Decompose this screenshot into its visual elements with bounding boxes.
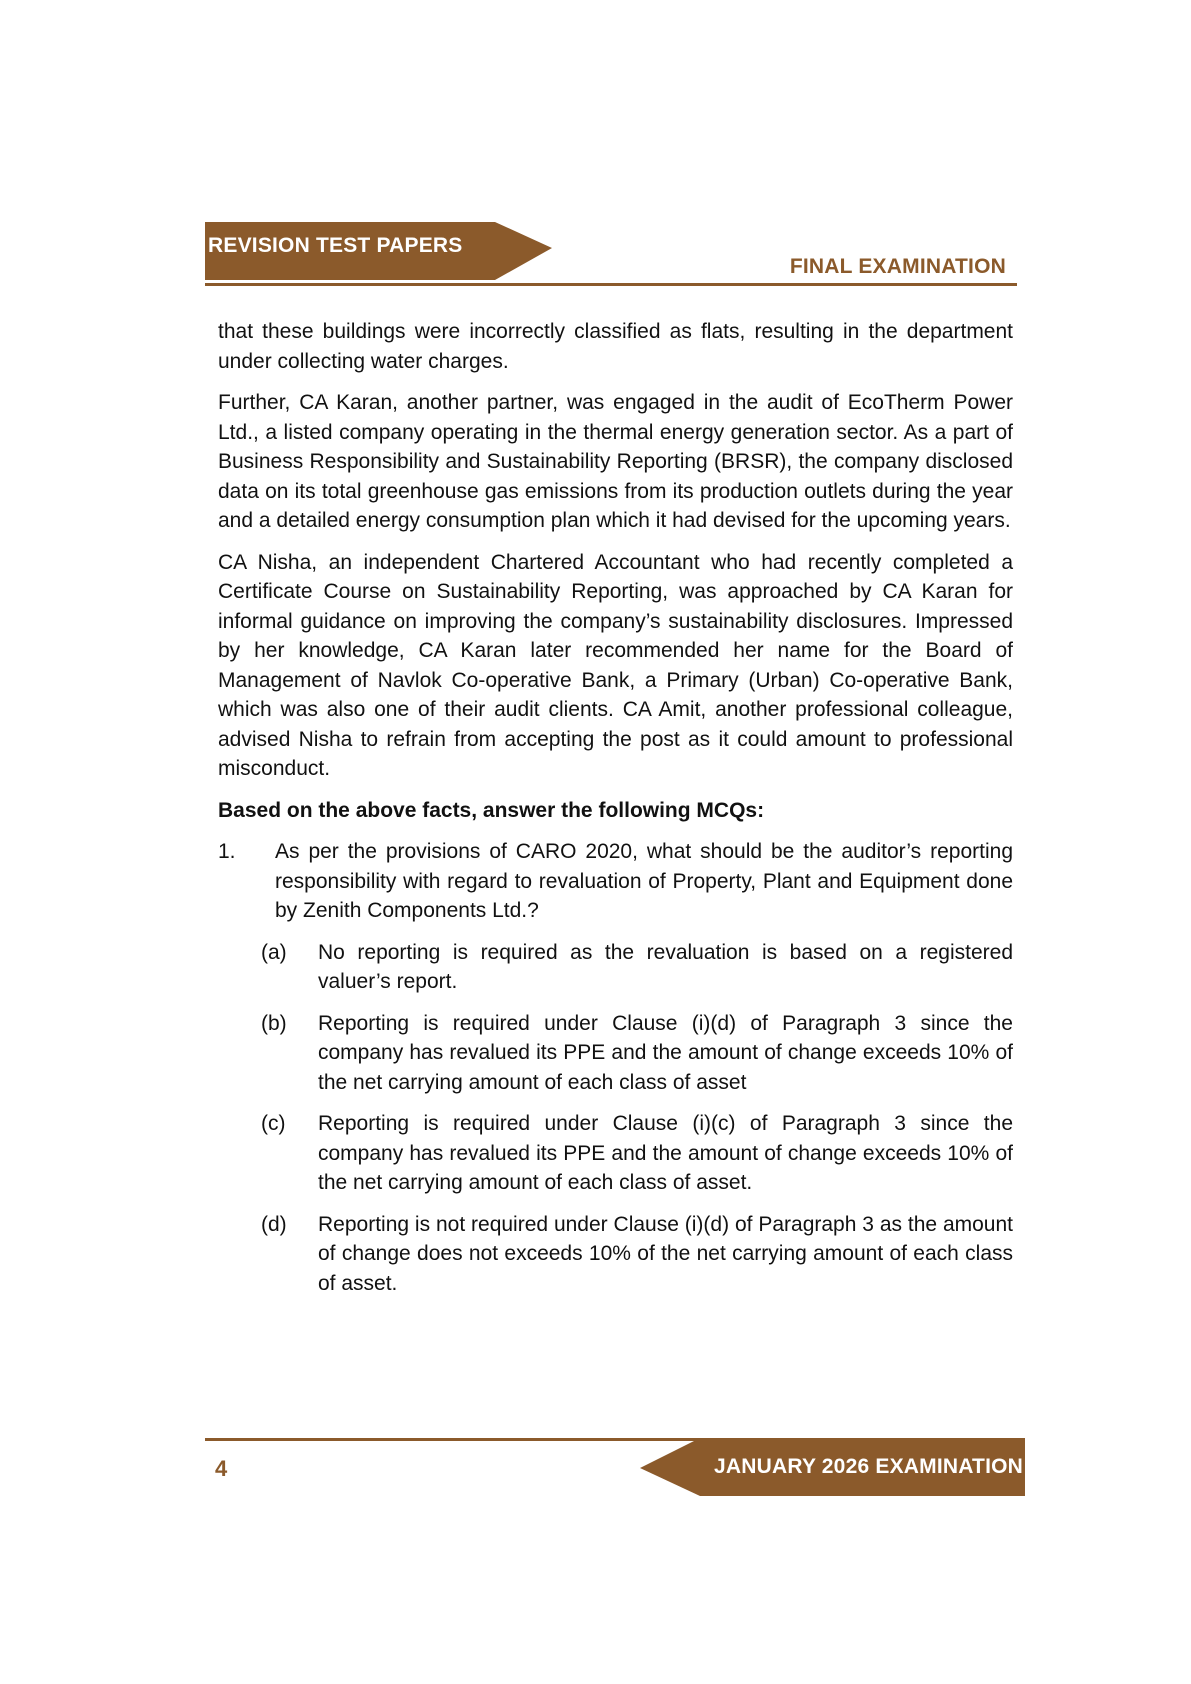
page-number: 4 [215,1456,228,1481]
option-text: Reporting is required under Clause (i)(d) of Paragraph 3 since the company has revalued its PPE and the amount of change exceeds 10% of the net carrying amount of each class of asset [318,1011,1013,1094]
body-paragraph-2: Further, CA Karan, another partner, was engaged in the audit of EcoTherm Power Ltd., a listed company operating in the thermal energy generation sector. As a part of Business Responsibility and Sustainability Reporting (BRSR), the company disclosed data on its total greenhouse gas emissions from its production outlets during the year and a detailed energy consumption plan which it had devised for the upcoming years. [218,391,1013,532]
option-text: Reporting is required under Clause (i)(c) of Paragraph 3 since the company has revalued its PPE and the amount of change exceeds 10% of the net carrying amount of each class of asset. [318,1112,1013,1194]
question-number: 1. [218,840,236,863]
option-label: (c) [261,1112,286,1135]
question-text: As per the provisions of CARO 2020, what should be the auditor’s reporting responsibility with regard to revaluation of Property, Plant and Equipment done by Zenith Components Ltd.? [275,840,1013,922]
option-text: No reporting is required as the revaluation is based on a registered valuer’s report. [318,940,1013,993]
option-label: (d) [261,1212,287,1236]
footer-exam-label: JANUARY 2026 EXAMINATION [714,1455,1023,1478]
page-content [218,317,1013,1310]
option-c [261,1109,1013,1198]
option-text: Reporting is not required under Clause (i)(d) of Paragraph 3 as the amount of change does not exceeds 10% of the net carrying amount of each class of asset. [318,1212,1013,1295]
body-paragraph-3: CA Nisha, an independent Chartered Accountant who had recently completed a Certificate Course on Sustainability Reporting, was approached by CA Karan for informal guidance on improving the company’s sustainability disclosures. Impressed by her knowledge, CA Karan later recommended her name for the Board of Management of Navlok Co-operative Bank, a Primary (Urban) Co-operative Bank, which was also one of their audit clients. CA Amit, another professional colleague, advised Nisha to refrain from accepting the post as it could amount to professional misconduct. [218,550,1013,780]
option-label: (b) [261,1011,287,1035]
header-rule [205,283,1017,286]
header-right-title: FINAL EXAMINATION [789,255,1006,278]
option-d [261,1210,1013,1299]
option-label: (a) [261,940,287,964]
option-b [261,1009,1013,1098]
mcq-heading: Based on the above facts, answer the following MCQs: [218,798,765,822]
header-left-title: REVISION TEST PAPERS [208,234,463,257]
body-paragraph-1: that these buildings were incorrectly classified as flats, resulting in the department under collecting water charges. [218,320,1013,373]
question-1 [218,837,1013,926]
option-a [261,938,1013,997]
